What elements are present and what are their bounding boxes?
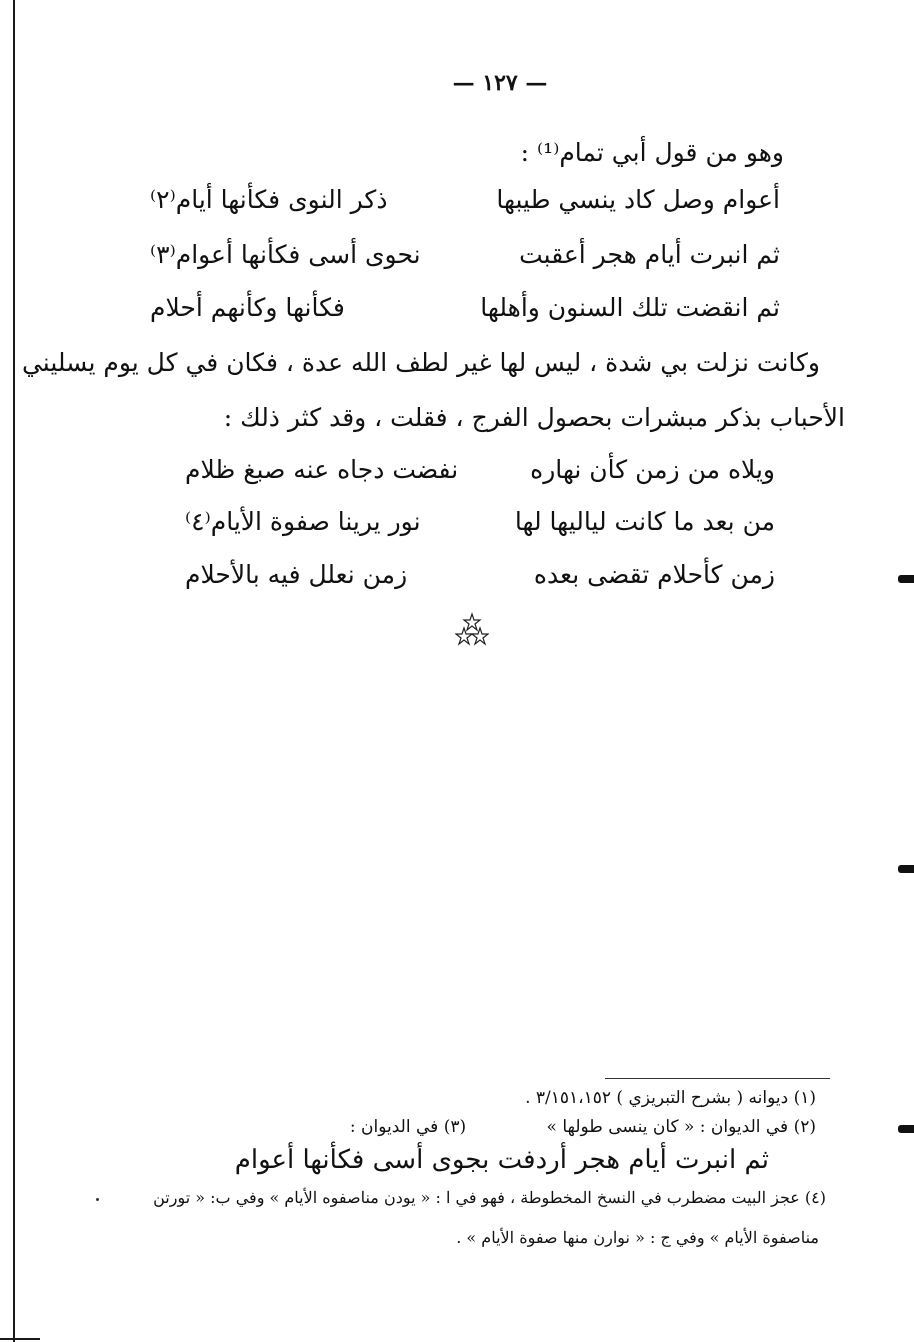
margin-mark bbox=[898, 1125, 914, 1133]
hemistich-second: زمن نعلل فيه بالأحلام bbox=[185, 560, 408, 589]
poem1-verse bbox=[150, 240, 780, 282]
footnote-4-line2: مناصفوة الأيام » وفي ج : « نوارن منها صفوة الأيام » . bbox=[456, 1228, 819, 1247]
intro-line: وهو من قول أبي تمام⁽¹⁾ : bbox=[520, 138, 784, 167]
poem2-verse bbox=[185, 455, 775, 497]
page-left-edge bbox=[13, 0, 15, 1342]
poem1-verse bbox=[150, 185, 780, 227]
prose-line: وكانت نزلت بي شدة ، ليس لها غير لطف الله عدة ، فكان في كل يوم يسليني bbox=[21, 348, 820, 377]
hemistich-first: ثم انبرت أيام هجر أعقبت bbox=[519, 240, 780, 269]
hemistich-first: ويلاه من زمن كأن نهاره bbox=[530, 455, 775, 484]
footnote-1: (١) ديوانه ( بشرح التبريزي ) ٣/١٥١،١٥٢ . bbox=[525, 1088, 816, 1108]
hemistich-second: نفضت دجاه عنه صبغ ظلام bbox=[185, 455, 459, 484]
footnote-4-line1: (٤) عجز البيت مضطرب في النسخ المخطوطة ، فهو في ا : « يودن مناصفوه الأيام » وفي ب: « تورتن bbox=[153, 1188, 826, 1207]
hemistich-first: من بعد ما كانت لياليها لها bbox=[514, 507, 775, 536]
poem2-verse bbox=[185, 560, 775, 602]
footnote-3: (٣) في الديوان : bbox=[349, 1117, 467, 1137]
hemistich-second: ذكر النوى فكأنها أيام⁽٢⁾ bbox=[150, 185, 388, 214]
hemistich-second: فكأنها وكأنهم أحلام bbox=[150, 293, 345, 322]
footnote-rule bbox=[605, 1078, 830, 1079]
hemistich-first: أعوام وصل كاد ينسي طيبها bbox=[496, 185, 780, 214]
hemistich-first: ثم انقضت تلك السنون وأهلها bbox=[480, 293, 780, 322]
footnote-2: (٢) في الديوان : « كان ينسى طولها » bbox=[546, 1117, 816, 1137]
hemistich-first: زمن كأحلام تقضى بعده bbox=[533, 560, 775, 589]
hemistich-second: نور يرينا صفوة الأيام⁽٤⁾ bbox=[185, 507, 421, 536]
poem2-verse bbox=[185, 507, 775, 549]
page-number: — ١٢٧ — bbox=[452, 70, 548, 96]
margin-mark bbox=[898, 865, 914, 873]
margin-mark bbox=[898, 575, 914, 583]
ink-dot bbox=[96, 1198, 99, 1201]
footnote-3-verse: ثم انبرت أيام هجر أردفت بجوى أسى فكأنها أعوام bbox=[234, 1145, 769, 1175]
star-ornament-icon bbox=[455, 612, 489, 646]
prose-line: الأحباب بذكر مبشرات بحصول الفرج ، فقلت ، وقد كثر ذلك : bbox=[223, 403, 845, 432]
page-bottom-edge bbox=[0, 1338, 40, 1340]
poem1-verse bbox=[150, 293, 780, 335]
footnote-2-3 bbox=[350, 1117, 816, 1137]
hemistich-second: نحوى أسى فكأنها أعوام⁽٣⁾ bbox=[150, 240, 421, 269]
